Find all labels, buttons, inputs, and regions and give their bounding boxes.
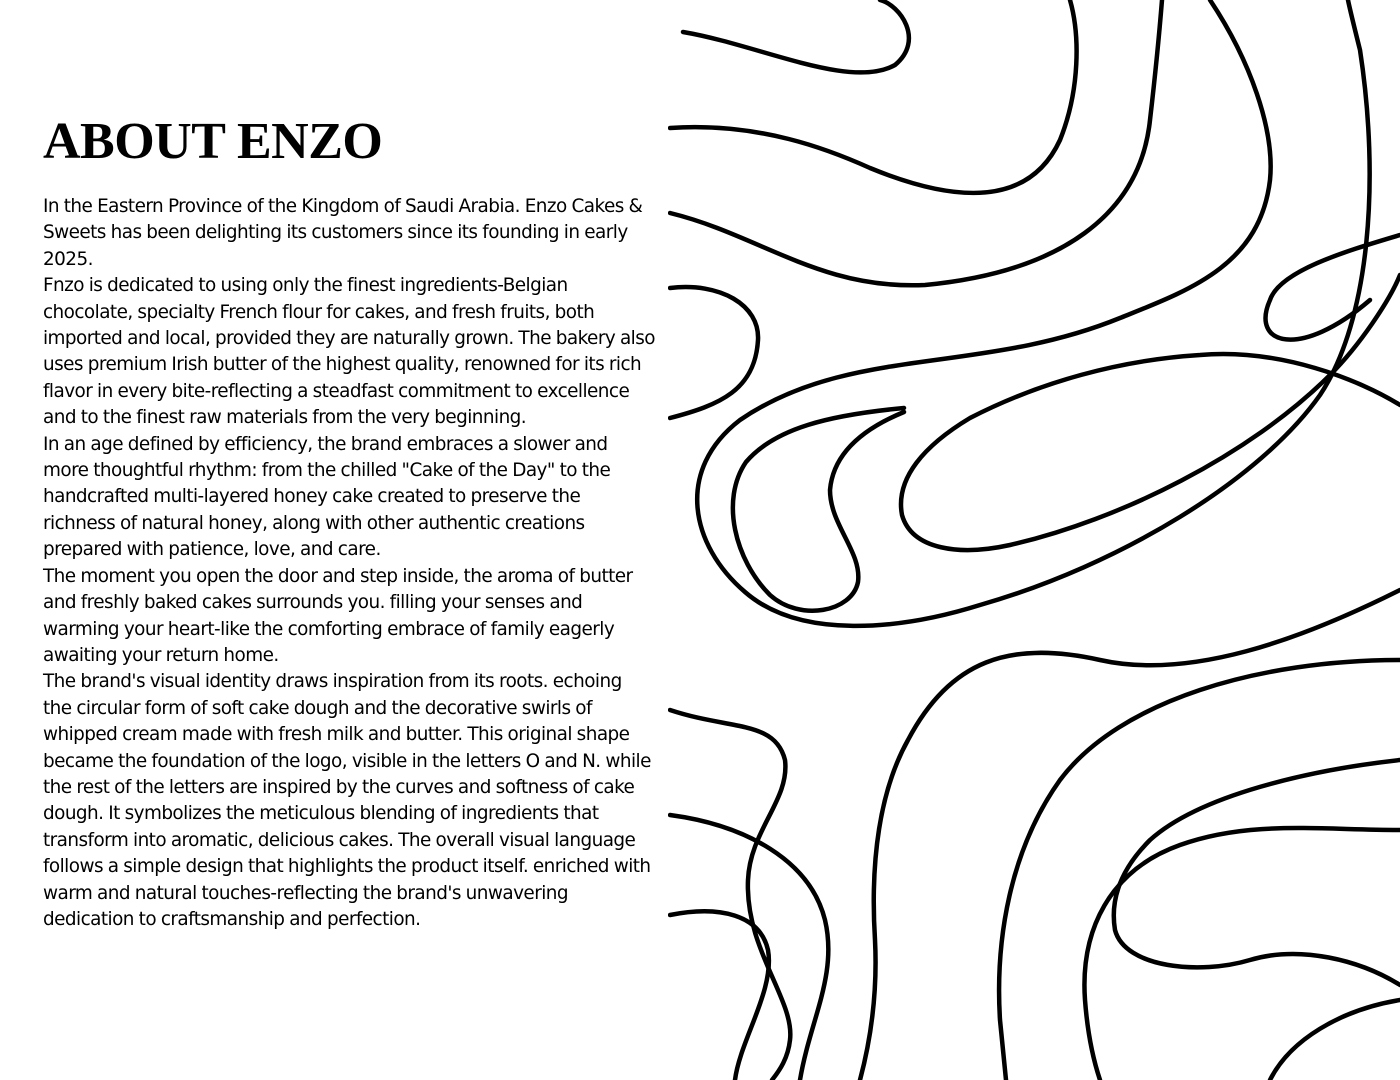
swirl-line: [1114, 760, 1400, 985]
swirl-line: [670, 0, 1162, 285]
swirl-line: [1270, 1000, 1400, 1080]
swirl-line: [683, 0, 909, 72]
swirl-line: [670, 815, 828, 1080]
swirl-line: [670, 287, 758, 418]
swirl-line: [670, 710, 790, 1080]
paragraph-intro: In the Eastern Province of the Kingdom of Saudi Arabia. Enzo Cakes & Sweets has been delighting its customers since its founding in early 2025.: [43, 196, 643, 270]
paragraph-visual-identity: The brand's visual identity draws inspiration from its roots. echoing the circular form of soft cake dough and the decorative swirls of whipped cream made with fresh milk and butter. This original shape became the foundation of the logo, visible in the letters O and N. while the rest of the letters are inspired by the curves and softness of cake dough. It symbolizes the meticulous blending of ingredients that transform into aromatic, delicious cakes. The overall visual language follows a simple design that highlights the product itself. enriched with warm and natural touches-reflecting the brand's unwavering dedication to craftsmanship and perfection.: [43, 671, 651, 930]
swirl-line: [733, 408, 904, 611]
swirl-line-pattern-icon: [668, 0, 1400, 1080]
body-text: [43, 194, 655, 933]
about-section: [43, 112, 655, 933]
paragraph-rhythm: In an age defined by efficiency, the brand embraces a slower and more thoughtful rhythm: from the chilled "Cake of the Day" to the handcrafted multi-layered honey cake created to preserve the richness of natural honey, along with other authentic creations prepared with patience, love, and care.: [43, 433, 611, 561]
swirl-line: [697, 0, 1369, 626]
swirl-line: [670, 0, 1077, 193]
page-title: ABOUT ENZO: [43, 113, 383, 170]
paragraph-ingredients: Fnzo is dedicated to using only the finest ingredients-Belgian chocolate, specialty French flour for cakes, and fresh fruits, both imported and local, provided they are naturally grown. The bakery also uses premium Irish butter of the highest quality, renowned for its rich flavor in every bite-reflecting a steadfast commitment to excellence and to the finest raw materials from the very beginning.: [43, 275, 655, 429]
swirl-line: [1266, 235, 1400, 340]
swirl-line: [901, 275, 1400, 550]
paragraph-aroma: The moment you open the door and step inside, the aroma of butter and freshly baked cakes surrounds you. filling your senses and warming your heart-like the comforting embrace of family eagerly awaiting your return home.: [43, 565, 633, 666]
